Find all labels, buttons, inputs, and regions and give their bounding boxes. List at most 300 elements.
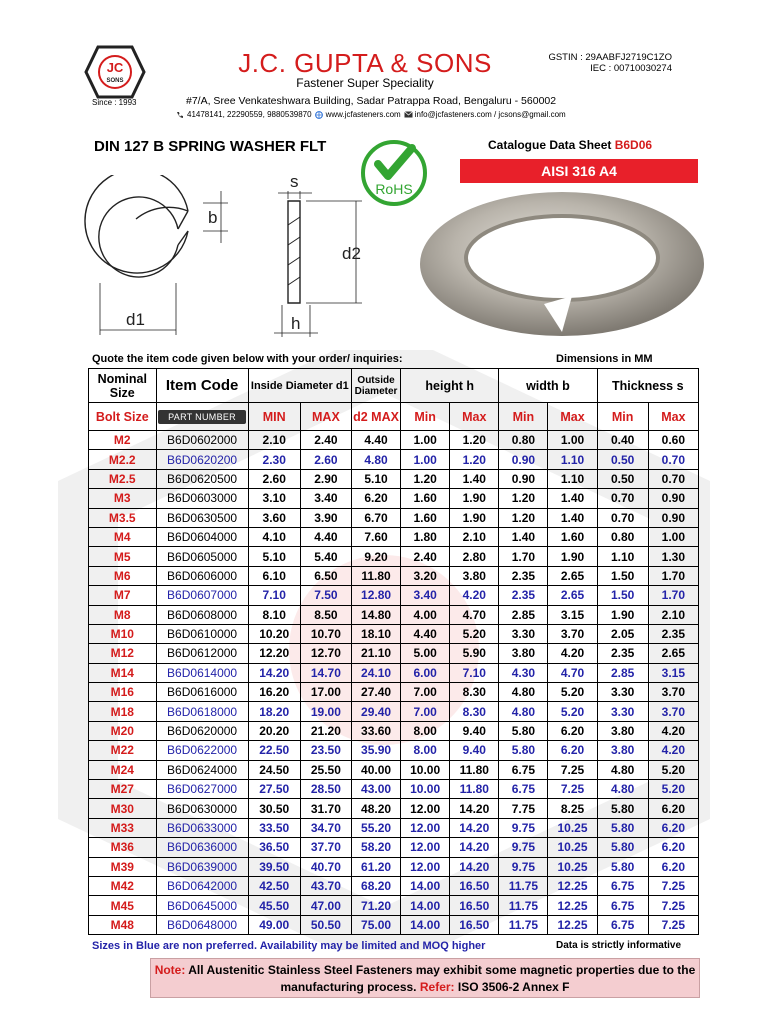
cell-bmin: 11.75 (499, 915, 548, 934)
cell-bmax: 1.90 (548, 547, 597, 566)
cell-code: B6D0624000 (156, 760, 248, 779)
cell-hmax: 9.40 (450, 741, 499, 760)
subheader-s-max: Max (648, 403, 698, 431)
cell-smax: 6.20 (648, 857, 698, 876)
table-row (89, 566, 699, 585)
cell-size: M45 (89, 896, 157, 915)
cell-code: B6D0620500 (156, 469, 248, 488)
cell-bmax: 10.25 (548, 838, 597, 857)
cell-hmin: 1.00 (401, 450, 450, 469)
cell-bmin: 0.90 (499, 450, 548, 469)
part-number-badge: PART NUMBER (158, 410, 246, 424)
dim-d1-label: d1 (126, 310, 145, 329)
cell-code: B6D0622000 (156, 741, 248, 760)
table-row (89, 780, 699, 799)
subheader-d2-max: d2 MAX (351, 403, 400, 431)
cell-bmin: 0.90 (499, 469, 548, 488)
cell-code: B6D0636000 (156, 838, 248, 857)
cell-d1max: 28.50 (300, 780, 351, 799)
cell-hmin: 1.20 (401, 469, 450, 488)
cell-smax: 0.70 (648, 450, 698, 469)
cell-d1max: 10.70 (300, 624, 351, 643)
cell-bmax: 12.25 (548, 876, 597, 895)
cell-smax: 6.20 (648, 799, 698, 818)
cell-smin: 3.30 (597, 683, 648, 702)
cell-d2: 12.80 (351, 586, 400, 605)
cell-d1min: 42.50 (248, 876, 300, 895)
subheader-h-max: Max (450, 403, 499, 431)
cell-d2: 75.00 (351, 915, 400, 934)
table-row (89, 915, 699, 934)
cell-bmax: 1.40 (548, 489, 597, 508)
table-row (89, 624, 699, 643)
cell-hmin: 6.00 (401, 663, 450, 682)
cell-d2: 33.60 (351, 721, 400, 740)
cell-d1min: 14.20 (248, 663, 300, 682)
cell-d1max: 8.50 (300, 605, 351, 624)
cell-bmax: 1.40 (548, 508, 597, 527)
cell-code: B6D0642000 (156, 876, 248, 895)
cell-d2: 43.00 (351, 780, 400, 799)
cell-code: B6D0645000 (156, 896, 248, 915)
cell-bmax: 6.20 (548, 721, 597, 740)
cell-d1min: 3.60 (248, 508, 300, 527)
cell-size: M7 (89, 586, 157, 605)
cell-d1max: 25.50 (300, 760, 351, 779)
cell-bmin: 6.75 (499, 780, 548, 799)
table-row (89, 644, 699, 663)
cell-code: B6D0648000 (156, 915, 248, 934)
cell-d1max: 17.00 (300, 683, 351, 702)
cell-bmin: 9.75 (499, 818, 548, 837)
cell-hmin: 8.00 (401, 721, 450, 740)
tax-ids (548, 52, 672, 74)
cell-hmax: 7.10 (450, 663, 499, 682)
phone-numbers: 41478141, 22290559, 9880539870 (187, 110, 312, 119)
cell-hmax: 11.80 (450, 760, 499, 779)
cell-hmax: 5.20 (450, 624, 499, 643)
cell-bmin: 11.75 (499, 876, 548, 895)
cell-hmax: 2.80 (450, 547, 499, 566)
cell-smax: 1.30 (648, 547, 698, 566)
cell-size: M33 (89, 818, 157, 837)
cell-d1min: 36.50 (248, 838, 300, 857)
cell-code: B6D0618000 (156, 702, 248, 721)
cell-size: M3 (89, 489, 157, 508)
cell-bmax: 3.15 (548, 605, 597, 624)
iec: IEC : 00710030274 (590, 63, 672, 74)
cell-bmax: 7.25 (548, 760, 597, 779)
cell-d1max: 37.70 (300, 838, 351, 857)
cell-d1max: 7.50 (300, 586, 351, 605)
cell-d2: 58.20 (351, 838, 400, 857)
company-tagline: Fastener Super Speciality (296, 76, 434, 90)
cell-smax: 6.20 (648, 818, 698, 837)
subheader-part-number (156, 403, 248, 431)
cell-d1max: 40.70 (300, 857, 351, 876)
cell-code: B6D0620200 (156, 450, 248, 469)
cell-d2: 24.10 (351, 663, 400, 682)
globe-icon (315, 111, 323, 118)
cell-d1max: 3.90 (300, 508, 351, 527)
cell-smax: 6.20 (648, 838, 698, 857)
cell-smin: 3.80 (597, 721, 648, 740)
cell-d1min: 18.20 (248, 702, 300, 721)
cell-d1min: 24.50 (248, 760, 300, 779)
cell-d2: 4.80 (351, 450, 400, 469)
cell-size: M42 (89, 876, 157, 895)
cell-bmin: 2.35 (499, 586, 548, 605)
rohs-label: RoHS (375, 181, 413, 197)
cell-hmin: 4.40 (401, 624, 450, 643)
table-row (89, 876, 699, 895)
cell-hmax: 1.90 (450, 489, 499, 508)
cell-hmax: 4.20 (450, 586, 499, 605)
cell-d1min: 16.20 (248, 683, 300, 702)
cell-smin: 5.80 (597, 818, 648, 837)
cell-hmin: 14.00 (401, 915, 450, 934)
cell-hmin: 1.00 (401, 431, 450, 450)
cell-hmax: 4.70 (450, 605, 499, 624)
cell-smin: 6.75 (597, 896, 648, 915)
cell-d1max: 31.70 (300, 799, 351, 818)
cell-d1min: 4.10 (248, 527, 300, 546)
cell-d1max: 43.70 (300, 876, 351, 895)
cell-smin: 0.80 (597, 527, 648, 546)
cell-d1max: 6.50 (300, 566, 351, 585)
dimensions-unit: Dimensions in MM (556, 353, 653, 365)
header-height: height h (401, 369, 499, 403)
cell-smin: 4.80 (597, 760, 648, 779)
table-row (89, 702, 699, 721)
cell-size: M36 (89, 838, 157, 857)
cell-d1max: 2.90 (300, 469, 351, 488)
cell-bmax: 5.20 (548, 702, 597, 721)
cell-d2: 14.80 (351, 605, 400, 624)
cell-smax: 3.15 (648, 663, 698, 682)
table-row (89, 838, 699, 857)
cell-d2: 40.00 (351, 760, 400, 779)
cell-hmax: 8.30 (450, 702, 499, 721)
material-grade: AISI 316 A4 (460, 159, 698, 183)
cell-smax: 1.70 (648, 586, 698, 605)
company-name: J.C. GUPTA & SONS (238, 48, 492, 78)
cell-size: M2.2 (89, 450, 157, 469)
table-row (89, 857, 699, 876)
subheader-b-min: Min (499, 403, 548, 431)
cell-d2: 7.60 (351, 527, 400, 546)
cell-bmin: 5.80 (499, 741, 548, 760)
cell-smin: 1.50 (597, 586, 648, 605)
cell-bmin: 4.30 (499, 663, 548, 682)
cell-smax: 0.90 (648, 508, 698, 527)
subheader-h-min: Min (401, 403, 450, 431)
cell-d2: 6.70 (351, 508, 400, 527)
cell-smin: 0.70 (597, 489, 648, 508)
table-row (89, 741, 699, 760)
cell-hmax: 14.20 (450, 838, 499, 857)
cell-smax: 7.25 (648, 896, 698, 915)
cell-code: B6D0616000 (156, 683, 248, 702)
cell-smax: 5.20 (648, 780, 698, 799)
cell-bmin: 1.20 (499, 489, 548, 508)
spec-table (88, 368, 699, 935)
cell-bmax: 12.25 (548, 896, 597, 915)
cell-d2: 29.40 (351, 702, 400, 721)
cell-d2: 6.20 (351, 489, 400, 508)
cell-size: M14 (89, 663, 157, 682)
cell-smin: 5.80 (597, 799, 648, 818)
cell-bmin: 1.20 (499, 508, 548, 527)
cell-bmax: 10.25 (548, 857, 597, 876)
spec-table-body (89, 431, 699, 935)
cell-hmin: 10.00 (401, 780, 450, 799)
cell-bmin: 3.30 (499, 624, 548, 643)
cell-size: M2.5 (89, 469, 157, 488)
cell-hmin: 12.00 (401, 838, 450, 857)
cell-smax: 3.70 (648, 683, 698, 702)
cell-d1max: 14.70 (300, 663, 351, 682)
header-nominal-size: Nominal Size (89, 369, 157, 403)
cell-d2: 4.40 (351, 431, 400, 450)
cell-hmin: 2.40 (401, 547, 450, 566)
header-item-code: Item Code (156, 369, 248, 403)
catalogue-code: B6D06 (614, 138, 653, 152)
cell-code: B6D0610000 (156, 624, 248, 643)
cell-bmax: 6.20 (548, 741, 597, 760)
cell-d2: 48.20 (351, 799, 400, 818)
cell-smin: 3.80 (597, 741, 648, 760)
cell-smin: 6.75 (597, 876, 648, 895)
cell-bmax: 5.20 (548, 683, 597, 702)
technical-drawing (78, 175, 378, 343)
refer-label: Refer: (419, 980, 455, 994)
cell-bmin: 6.75 (499, 760, 548, 779)
cell-size: M18 (89, 702, 157, 721)
cell-smin: 1.90 (597, 605, 648, 624)
cell-hmax: 3.80 (450, 566, 499, 585)
cell-code: B6D0630000 (156, 799, 248, 818)
cell-d1min: 2.10 (248, 431, 300, 450)
cell-hmin: 1.60 (401, 489, 450, 508)
cell-bmax: 4.20 (548, 644, 597, 663)
cell-bmax: 3.70 (548, 624, 597, 643)
cell-smin: 0.50 (597, 450, 648, 469)
subheader-s-min: Min (597, 403, 648, 431)
cell-d2: 27.40 (351, 683, 400, 702)
cell-smax: 5.20 (648, 760, 698, 779)
cell-size: M39 (89, 857, 157, 876)
cell-d1max: 2.40 (300, 431, 351, 450)
cell-code: B6D0603000 (156, 489, 248, 508)
cell-hmax: 8.30 (450, 683, 499, 702)
cell-hmin: 3.40 (401, 586, 450, 605)
cell-smin: 2.35 (597, 644, 648, 663)
cell-code: B6D0608000 (156, 605, 248, 624)
cell-d1min: 7.10 (248, 586, 300, 605)
cell-hmax: 14.20 (450, 857, 499, 876)
cell-bmin: 1.70 (499, 547, 548, 566)
cell-smax: 1.70 (648, 566, 698, 585)
cell-d1min: 33.50 (248, 818, 300, 837)
cell-bmin: 1.40 (499, 527, 548, 546)
cell-smax: 2.35 (648, 624, 698, 643)
cell-size: M30 (89, 799, 157, 818)
catalogue-label (488, 138, 652, 152)
table-row (89, 663, 699, 682)
subheader-d1-min: MIN (248, 403, 300, 431)
cell-d1max: 3.40 (300, 489, 351, 508)
cell-d1max: 50.50 (300, 915, 351, 934)
cell-code: B6D0620000 (156, 721, 248, 740)
cell-hmax: 14.20 (450, 818, 499, 837)
cell-size: M22 (89, 741, 157, 760)
cell-d1max: 4.40 (300, 527, 351, 546)
cell-hmin: 8.00 (401, 741, 450, 760)
catalogue-text: Catalogue Data Sheet (488, 138, 612, 152)
table-row (89, 683, 699, 702)
cell-smax: 7.25 (648, 915, 698, 934)
cell-d1min: 2.30 (248, 450, 300, 469)
table-row (89, 489, 699, 508)
cell-size: M24 (89, 760, 157, 779)
cell-d1max: 2.60 (300, 450, 351, 469)
header-width: width b (499, 369, 597, 403)
cell-code: B6D0612000 (156, 644, 248, 663)
subheader-b-max: Max (548, 403, 597, 431)
cell-hmax: 16.50 (450, 915, 499, 934)
table-row (89, 760, 699, 779)
cell-hmax: 16.50 (450, 896, 499, 915)
cell-d2: 55.20 (351, 818, 400, 837)
cell-hmax: 1.40 (450, 469, 499, 488)
cell-d1max: 47.00 (300, 896, 351, 915)
cell-d1min: 20.20 (248, 721, 300, 740)
document-title: DIN 127 B SPRING WASHER FLT (94, 138, 327, 155)
cell-smax: 4.20 (648, 721, 698, 740)
cell-bmin: 7.75 (499, 799, 548, 818)
cell-bmax: 1.10 (548, 469, 597, 488)
cell-smin: 3.30 (597, 702, 648, 721)
cell-hmax: 1.20 (450, 450, 499, 469)
phone-icon (176, 111, 184, 118)
cell-smin: 0.50 (597, 469, 648, 488)
cell-code: B6D0602000 (156, 431, 248, 450)
subheader-d1-max: MAX (300, 403, 351, 431)
cell-d1min: 8.10 (248, 605, 300, 624)
cell-d2: 9.20 (351, 547, 400, 566)
company-logo (84, 44, 146, 100)
cell-bmax: 1.60 (548, 527, 597, 546)
cell-d1max: 34.70 (300, 818, 351, 837)
cell-hmax: 1.20 (450, 431, 499, 450)
cell-hmin: 7.00 (401, 683, 450, 702)
cell-bmin: 0.80 (499, 431, 548, 450)
cell-bmin: 11.75 (499, 896, 548, 915)
cell-hmin: 5.00 (401, 644, 450, 663)
cell-hmax: 9.40 (450, 721, 499, 740)
cell-code: B6D0607000 (156, 586, 248, 605)
cell-bmin: 4.80 (499, 702, 548, 721)
cell-d1min: 22.50 (248, 741, 300, 760)
cell-bmax: 7.25 (548, 780, 597, 799)
cell-smin: 4.80 (597, 780, 648, 799)
cell-d1max: 19.00 (300, 702, 351, 721)
cell-d1min: 12.20 (248, 644, 300, 663)
cell-bmin: 2.35 (499, 566, 548, 585)
cell-d2: 18.10 (351, 624, 400, 643)
cell-d2: 5.10 (351, 469, 400, 488)
cell-smin: 1.50 (597, 566, 648, 585)
cell-hmin: 12.00 (401, 857, 450, 876)
refer-text: ISO 3506-2 Annex F (457, 980, 570, 994)
magnetic-note-box (150, 958, 700, 998)
cell-d1min: 5.10 (248, 547, 300, 566)
cell-d1max: 23.50 (300, 741, 351, 760)
quote-instruction: Quote the item code given below with your order/ inquiries: (92, 353, 403, 365)
cell-bmax: 1.10 (548, 450, 597, 469)
note-label: Note: (154, 963, 186, 977)
website-link[interactable]: www.jcfasteners.com (325, 110, 401, 119)
cell-smax: 3.70 (648, 702, 698, 721)
email-link[interactable]: info@jcfasteners.com / jcsons@gmail.com (414, 110, 566, 119)
cell-d2: 11.80 (351, 566, 400, 585)
cell-d1min: 39.50 (248, 857, 300, 876)
cell-size: M20 (89, 721, 157, 740)
cell-hmax: 16.50 (450, 876, 499, 895)
cell-smax: 7.25 (648, 876, 698, 895)
cell-bmin: 4.80 (499, 683, 548, 702)
cell-smin: 0.70 (597, 508, 648, 527)
cell-smax: 0.90 (648, 489, 698, 508)
cell-d2: 71.20 (351, 896, 400, 915)
cell-hmax: 14.20 (450, 799, 499, 818)
mail-icon (404, 111, 412, 118)
cell-size: M8 (89, 605, 157, 624)
cell-smin: 1.10 (597, 547, 648, 566)
contact-line (176, 110, 566, 119)
cell-size: M5 (89, 547, 157, 566)
cell-d1min: 27.50 (248, 780, 300, 799)
cell-hmin: 12.00 (401, 799, 450, 818)
company-address: #7/A, Sree Venkateshwara Building, Sadar Patrappa Road, Bengaluru - 560002 (186, 95, 557, 107)
cell-hmin: 1.80 (401, 527, 450, 546)
cell-code: B6D0639000 (156, 857, 248, 876)
cell-d1min: 10.20 (248, 624, 300, 643)
cell-hmin: 4.00 (401, 605, 450, 624)
cell-hmax: 5.90 (450, 644, 499, 663)
subheader-bolt-size: Bolt Size (89, 403, 157, 431)
cell-smax: 4.20 (648, 741, 698, 760)
cell-code: B6D0614000 (156, 663, 248, 682)
table-row (89, 586, 699, 605)
cell-smin: 2.05 (597, 624, 648, 643)
washer-photo (412, 186, 712, 346)
dim-s-label: s (290, 175, 299, 191)
cell-code: B6D0606000 (156, 566, 248, 585)
cell-smax: 2.10 (648, 605, 698, 624)
cell-bmax: 1.00 (548, 431, 597, 450)
since-year: Since : 1993 (92, 98, 137, 107)
cell-d1min: 6.10 (248, 566, 300, 585)
cell-bmin: 5.80 (499, 721, 548, 740)
table-row (89, 547, 699, 566)
table-row (89, 469, 699, 488)
cell-d1max: 12.70 (300, 644, 351, 663)
cell-bmax: 8.25 (548, 799, 597, 818)
svg-text:SONS: SONS (106, 78, 124, 84)
table-row (89, 527, 699, 546)
